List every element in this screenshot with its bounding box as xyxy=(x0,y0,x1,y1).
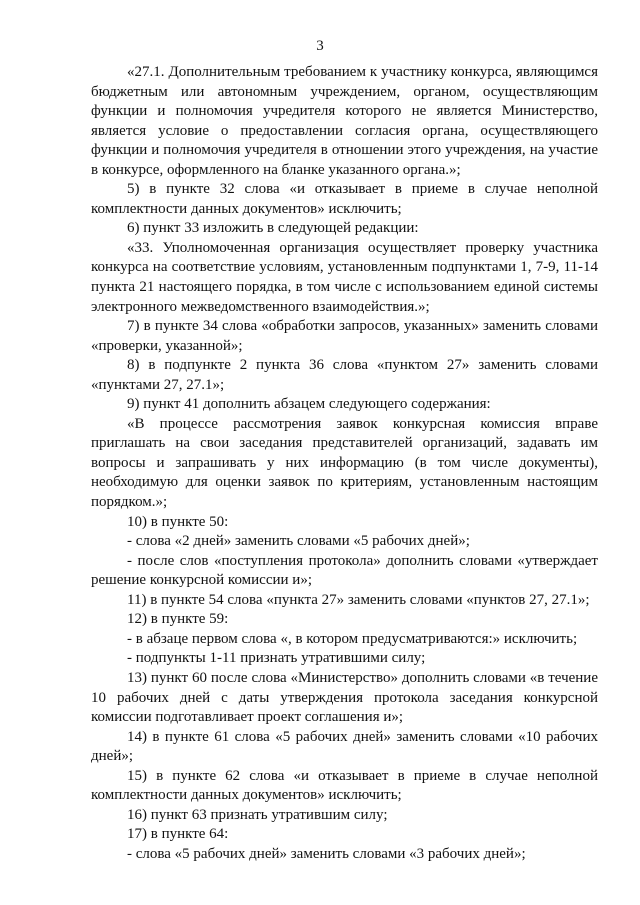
page-number: 3 xyxy=(316,38,324,54)
paragraph-item-12: 12) в пункте 59: xyxy=(127,611,229,628)
document-body xyxy=(91,63,598,864)
paragraph-item-8: 8) в подпункте 2 пункта 36 слова «пунктом 27» заменить словами «пунктами 27, 27.1»; xyxy=(91,357,598,393)
paragraph-33: «33. Уполномоченная организация осуществляет проверку участника конкурса на соответствие условиям, установленным подпунктами 1, 7-9, 11-14 пункта 21 настоящего порядка, в том числе с использованием единой системы электронного межведомственного взаимодействия.»; xyxy=(91,239,598,315)
paragraph-item-10-a: - слова «2 дней» заменить словами «5 рабочих дней»; xyxy=(127,533,470,550)
paragraph-item-11: 11) в пункте 54 слова «пункта 27» заменить словами «пунктов 27, 27.1»; xyxy=(127,591,590,608)
paragraph-item-14: 14) в пункте 61 слова «5 рабочих дней» заменить словами «10 рабочих дней»; xyxy=(91,728,598,765)
paragraph-item-10-b: - после слов «поступления протокола» дополнить словами «утверждает решение конкурсной комиссии и»; xyxy=(91,552,598,589)
paragraph-item-12-b: - подпункты 1-11 признать утратившими силу; xyxy=(127,650,426,667)
paragraph-item-12-a: - в абзаце первом слова «, в котором предусматриваются:» исключить; xyxy=(127,630,578,647)
paragraph-item-7: 7) в пункте 34 слова «обработки запросов, указанных» заменить словами «проверки, указанной»; xyxy=(91,318,598,354)
paragraph-item-9: 9) пункт 41 дополнить абзацем следующего содержания: xyxy=(127,396,491,413)
paragraph-item-16: 16) пункт 63 признать утратившим силу; xyxy=(127,806,388,823)
paragraph-item-17: 17) в пункте 64: xyxy=(127,826,229,843)
paragraph-item-10: 10) в пункте 50: xyxy=(127,513,229,530)
paragraph-41-addition: «В процессе рассмотрения заявок конкурсная комиссия вправе приглашать на свои заседания представителей организаций, задавать им вопросы и запрашивать у них информацию (в том числе документы), необходимую для оценки заявок по критериям, установленным настоящим порядком.»; xyxy=(91,415,598,511)
paragraph-item-15: 15) в пункте 62 слова «и отказывает в приеме в случае неполной комплектности данных документов» исключить; xyxy=(91,767,598,804)
paragraph-item-17-a: - слова «5 рабочих дней» заменить словами «3 рабочих дней»; xyxy=(127,845,526,862)
paragraph-item-5: 5) в пункте 32 слова «и отказывает в приеме в случае неполной комплектности данных документов» исключить; xyxy=(91,181,598,217)
paragraph-item-13: 13) пункт 60 после слова «Министерство» дополнить словами «в течение 10 рабочих дней с даты утверждения протокола заседания конкурсной комиссии подготавливает проект соглашения и»; xyxy=(91,669,598,726)
paragraph-item-6: 6) пункт 33 изложить в следующей редакции: xyxy=(127,220,419,237)
paragraph-27-1: «27.1. Дополнительным требованием к участнику конкурса, являющимся бюджетным или автономным учреждением, органом, осуществляющим функции и полномочия учредителя которого не является Министерство, является условие о предоставлении согласия органа, осуществляющего функции и полномочия учредителя в отношении этого учреждения, на участие в конкурсе, оформленного на бланке указанного органа.»; xyxy=(91,64,598,178)
